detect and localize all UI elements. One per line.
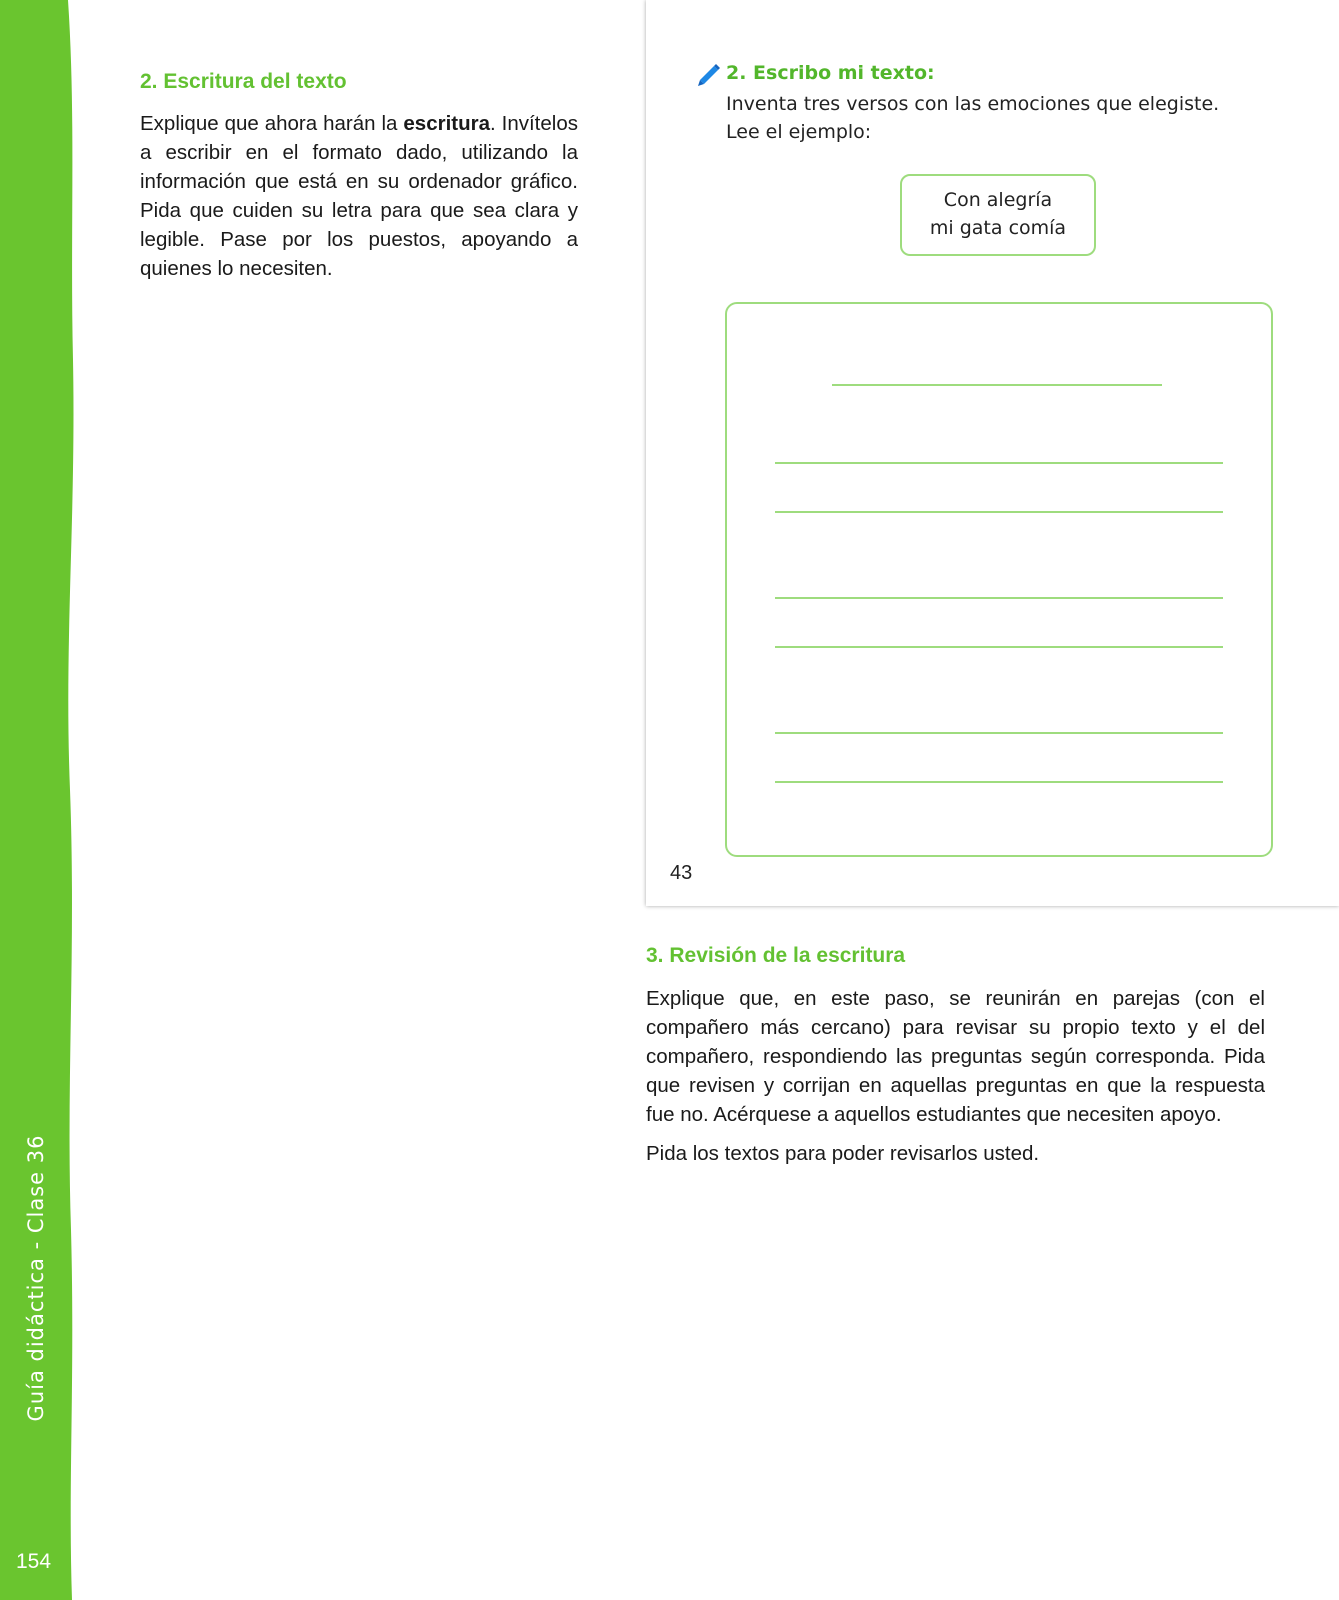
section-2-bold-term: escritura [403, 112, 490, 135]
section-3-paragraph-1: Explique que, en este paso, se reunirán en parejas (con el compañero más cercano) para revisar su propio texto y el del compañero, respondiendo las preguntas según corresponda. Pida que revisen y corrijan en aquellas preguntas en que la respuesta fue no. Acérquese a aquellos estudiantes que necesiten apoyo. [646, 987, 1265, 1126]
writing-line[interactable] [775, 597, 1223, 599]
writing-line[interactable] [775, 732, 1223, 734]
page-number: 154 [16, 1550, 52, 1573]
workbook-page [646, 0, 1339, 906]
writing-line[interactable] [775, 646, 1223, 648]
writing-area[interactable] [725, 302, 1273, 857]
example-line-2: mi gata comía [929, 217, 1067, 239]
pencil-icon [696, 60, 722, 86]
writing-line[interactable] [775, 781, 1223, 783]
section-2-text-end: . Invítelos a escribir en el formato dado, utilizando la información que está en su ordenador gráfico. Pida que cuiden su letra para que sea clara y legible. Pase por los puestos, apoyando a quienes lo necesiten. [140, 112, 578, 280]
section-2-text-start: Explique que ahora harán la [140, 112, 404, 135]
writing-line[interactable] [775, 511, 1223, 513]
workbook-page-number: 43 [670, 862, 693, 884]
section-3-heading: 3. Revisión de la escritura [646, 944, 906, 967]
workbook-instructions [726, 90, 1286, 146]
writing-line[interactable] [775, 462, 1223, 464]
section-2-paragraph [140, 109, 578, 283]
workbook-instruction-line-2: Lee el ejemplo: [726, 121, 872, 143]
sidebar-label: Guía didáctica - Clase 36 [24, 1134, 48, 1422]
example-box [900, 174, 1096, 256]
section-3-paragraph-2: Pida los textos para poder revisarlos usted. [646, 1142, 1040, 1165]
workbook-heading: 2. Escribo mi texto: [726, 62, 935, 84]
title-writing-line[interactable] [832, 384, 1162, 386]
workbook-instruction-line-1: Inventa tres versos con las emociones que elegiste. [726, 93, 1220, 115]
example-line-1: Con alegría [943, 189, 1053, 211]
section-2-heading: 2. Escritura del texto [140, 70, 347, 93]
